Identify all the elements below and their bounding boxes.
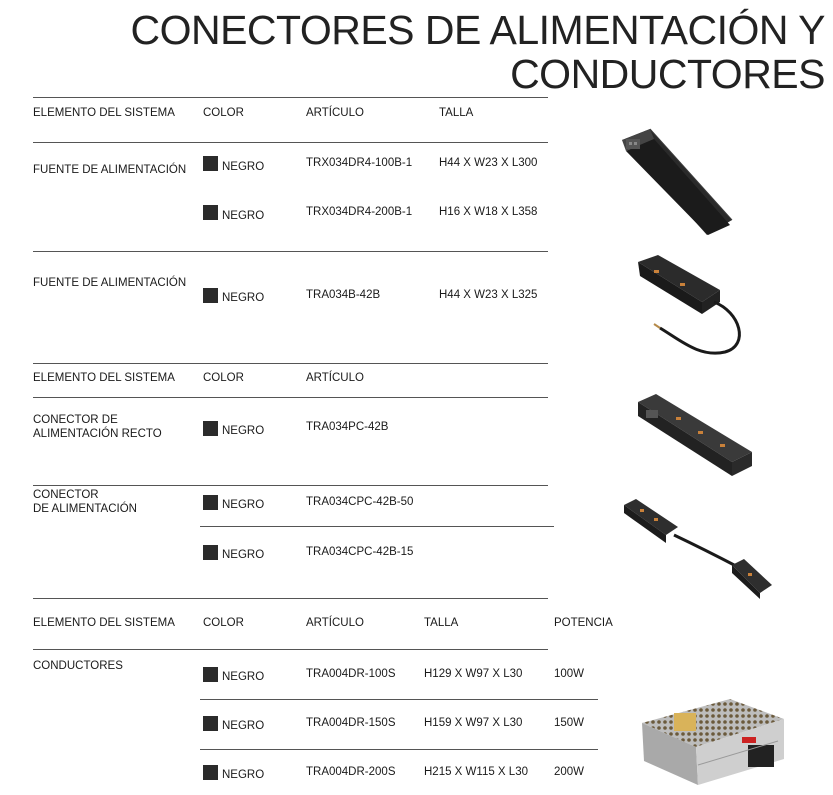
header-color: COLOR: [203, 617, 244, 629]
header-size: TALLA: [439, 107, 474, 119]
article-code: TRX034DR4-100B-1: [306, 157, 413, 169]
size-value: H44 X W23 X L300: [439, 157, 538, 169]
row-divider: [200, 526, 554, 527]
article-code: TRA034CPC-42B-15: [306, 546, 414, 558]
header-element: ELEMENTO DEL SISTEMA: [33, 617, 175, 629]
size-value: H44 X W23 X L325: [439, 289, 538, 301]
article-code: TRA004DR-200S: [306, 766, 396, 778]
header-element: ELEMENTO DEL SISTEMA: [33, 372, 175, 384]
color-label: NEGRO: [222, 210, 265, 222]
page-title: [105, 8, 825, 96]
section-3-header-rule: [33, 649, 548, 650]
article-code: TRA004DR-100S: [306, 668, 396, 680]
section-2-header-rule: [33, 397, 548, 398]
track-power-supply-image: [612, 125, 737, 240]
color-swatch: [203, 667, 218, 682]
section-1-header-rule: [33, 142, 548, 143]
article-code: TRA034PC-42B: [306, 421, 389, 433]
color-label: NEGRO: [222, 292, 265, 304]
color-label: NEGRO: [222, 161, 265, 173]
row-divider: [200, 699, 598, 700]
section-3-top-rule: [33, 598, 548, 599]
row-divider: [33, 485, 548, 486]
power-feed-cable-image: [630, 250, 755, 360]
element-name: FUENTE DE ALIMENTACIÓN: [33, 277, 187, 289]
size-value: H215 X W115 X L30: [424, 766, 528, 778]
header-size: TALLA: [424, 617, 459, 629]
element-name-line-2: DE ALIMENTACIÓN: [33, 503, 137, 515]
color-label: NEGRO: [222, 769, 265, 781]
color-label: NEGRO: [222, 425, 265, 437]
element-name-line-2: ALIMENTACIÓN RECTO: [33, 428, 162, 440]
header-element: ELEMENTO DEL SISTEMA: [33, 107, 175, 119]
header-color: COLOR: [203, 372, 244, 384]
color-label: NEGRO: [222, 499, 265, 511]
color-swatch: [203, 765, 218, 780]
color-label: NEGRO: [222, 549, 265, 561]
header-article: ARTÍCULO: [306, 107, 364, 119]
row-divider: [200, 749, 598, 750]
color-label: NEGRO: [222, 671, 265, 683]
article-code: TRX034DR4-200B-1: [306, 206, 413, 218]
color-swatch: [203, 495, 218, 510]
element-name: CONDUCTORES: [33, 660, 123, 672]
led-driver-image: [638, 695, 788, 793]
section-1-top-rule: [33, 97, 548, 98]
size-value: H129 X W97 X L30: [424, 668, 523, 680]
color-swatch: [203, 288, 218, 303]
color-label: NEGRO: [222, 720, 265, 732]
color-swatch: [203, 205, 218, 220]
cable-connector-image: [620, 495, 775, 605]
element-name: FUENTE DE ALIMENTACIÓN: [33, 164, 187, 176]
power-value: 100W: [554, 668, 585, 680]
article-code: TRA034B-42B: [306, 289, 381, 301]
header-color: COLOR: [203, 107, 244, 119]
size-value: H16 X W18 X L358: [439, 206, 538, 218]
color-swatch: [203, 421, 218, 436]
color-swatch: [203, 545, 218, 560]
element-name-line-1: CONECTOR DE: [33, 414, 118, 426]
article-code: TRA004DR-150S: [306, 717, 396, 729]
header-article: ARTÍCULO: [306, 372, 364, 384]
element-name-line-1: CONECTOR: [33, 489, 99, 501]
page-title-line-2: CONDUCTORES: [510, 51, 825, 97]
article-code: TRA034CPC-42B-50: [306, 496, 414, 508]
straight-connector-image: [632, 390, 757, 485]
size-value: H159 X W97 X L30: [424, 717, 523, 729]
color-swatch: [203, 156, 218, 171]
header-article: ARTÍCULO: [306, 617, 364, 629]
power-value: 200W: [554, 766, 585, 778]
page-title-line-1: CONECTORES DE ALIMENTACIÓN Y: [130, 7, 825, 53]
row-divider: [33, 251, 548, 252]
section-2-top-rule: [33, 363, 548, 364]
power-value: 150W: [554, 717, 585, 729]
header-power: POTENCIA: [554, 617, 613, 629]
color-swatch: [203, 716, 218, 731]
